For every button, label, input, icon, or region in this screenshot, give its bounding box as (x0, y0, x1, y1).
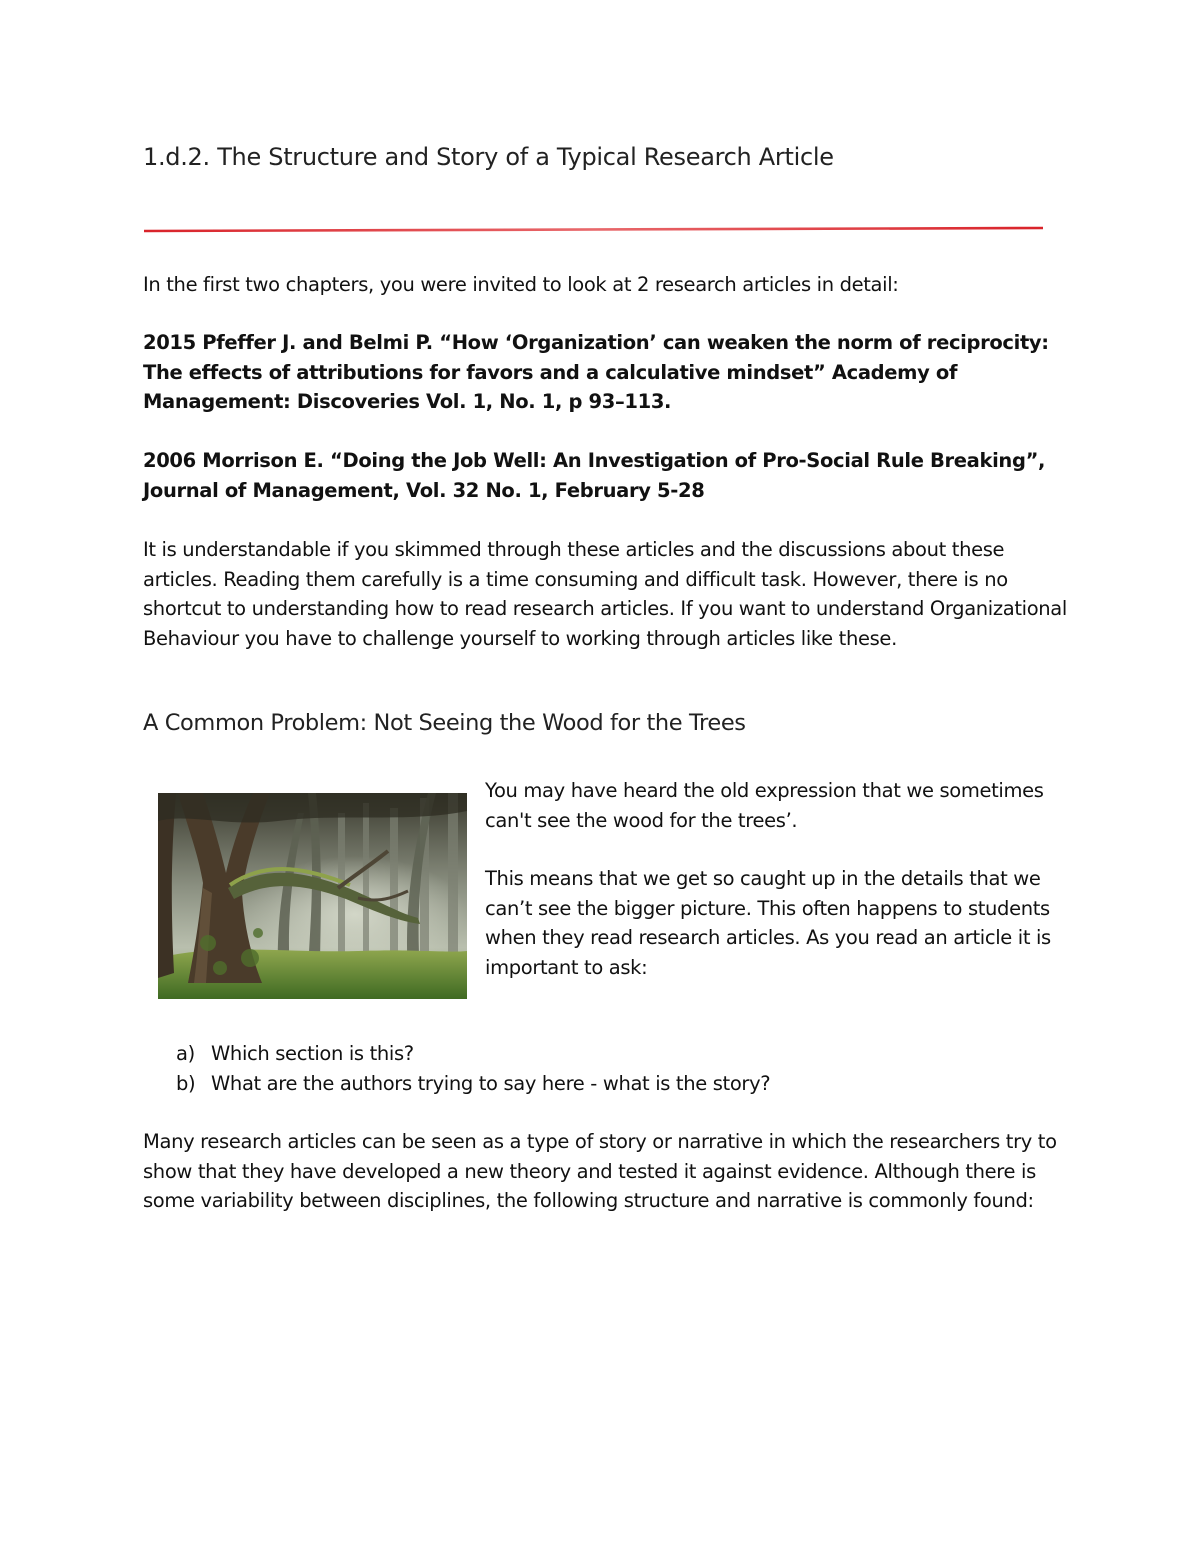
side-text-expression: You may have heard the old expression that we sometimes can't see the wood for the trees’. (485, 779, 1044, 832)
list-item-marker: b) (176, 1072, 196, 1095)
forest-trees-photo (158, 793, 467, 999)
list-item: What are the authors trying to say here - what is the story? (211, 1072, 771, 1095)
list-item: Which section is this? (211, 1042, 414, 1065)
list-item-marker: a) (176, 1042, 195, 1065)
intro-text: In the first two chapters, you were invited to look at 2 research articles in detail: (143, 273, 899, 296)
reference-pfeffer-belmi: 2015 Pfeffer J. and Belmi P. “How ‘Organization’ can weaken the norm of reciprocity: The effects of attributions for favors and a calculative mindset” Academy of Management: Discoveries Vol. 1, No. 1, p 93–113. (143, 331, 1049, 413)
reference-morrison: 2006 Morrison E. “Doing the Job Well: An Investigation of Pro-Social Rule Breaking”, Journal of Management, Vol. 32 No. 1, February 5-28 (143, 449, 1046, 502)
paragraph-skimming: It is understandable if you skimmed through these articles and the discussions about these articles. Reading them carefully is a time consuming and difficult task. However, there is no shortcut to understanding how to read research articles. If you want to understand Organizational Behaviour you have to challenge yourself to working through articles like these. (143, 538, 1067, 650)
title-divider (0, 0, 1200, 240)
section-heading: A Common Problem: Not Seeing the Wood for the Trees (143, 710, 746, 736)
paragraph-narrative: Many research articles can be seen as a type of story or narrative in which the researchers try to show that they have developed a new theory and tested it against evidence. Although there is some variability between disciplines, the following structure and narrative is commonly found: (143, 1130, 1057, 1212)
side-text-explanation: This means that we get so caught up in the details that we can’t see the bigger picture. This often happens to students when they read research articles. As you read an article it is important to ask: (485, 867, 1051, 979)
page-title: 1.d.2. The Structure and Story of a Typical Research Article (143, 143, 834, 171)
